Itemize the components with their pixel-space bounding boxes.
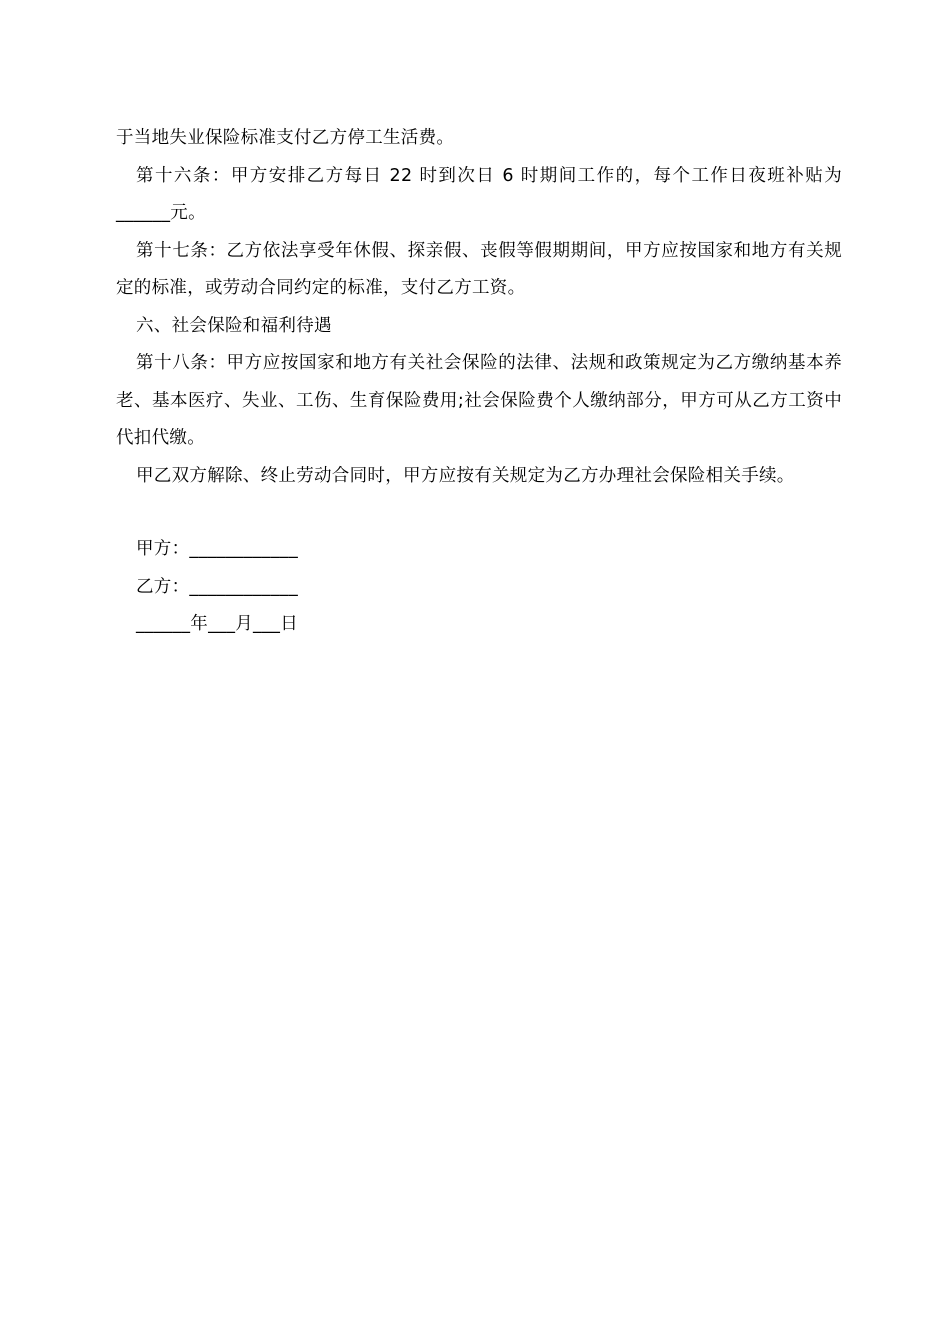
paragraph-termination-insurance: 甲乙双方解除、终止劳动合同时，甲方应按有关规定为乙方办理社会保险相关手续。 — [136, 465, 795, 486]
article-18: 第十八条：甲方应按国家和地方有关社会保险的法律、法规和政策规定为乙方缴纳基本养老、基本医疗、失业、工伤、生育保险费用;社会保险费个人缴纳部分，甲方可从乙方工资中代扣代缴。 — [116, 353, 842, 448]
document-body — [116, 120, 842, 644]
signature-block — [116, 531, 842, 644]
article-17: 第十七条：乙方依法享受年休假、探亲假、丧假等假期期间，甲方应按国家和地方有关规定的标准，或劳动合同约定的标准，支付乙方工资。 — [116, 240, 842, 298]
paragraph-continuation: 于当地失业保险标准支付乙方停工生活费。 — [116, 128, 455, 148]
party-a-signature: 甲方：____________ — [136, 539, 298, 559]
section-heading-social-insurance: 六、社会保险和福利待遇 — [136, 315, 332, 336]
signature-spacer — [116, 495, 842, 531]
article-16: 第十六条：甲方安排乙方每日 22 时到次日 6 时期间工作的，每个工作日夜班补贴为______元。 — [116, 165, 842, 223]
party-b-signature: 乙方：____________ — [136, 576, 298, 597]
signature-date: ______年___月___日 — [136, 614, 298, 634]
